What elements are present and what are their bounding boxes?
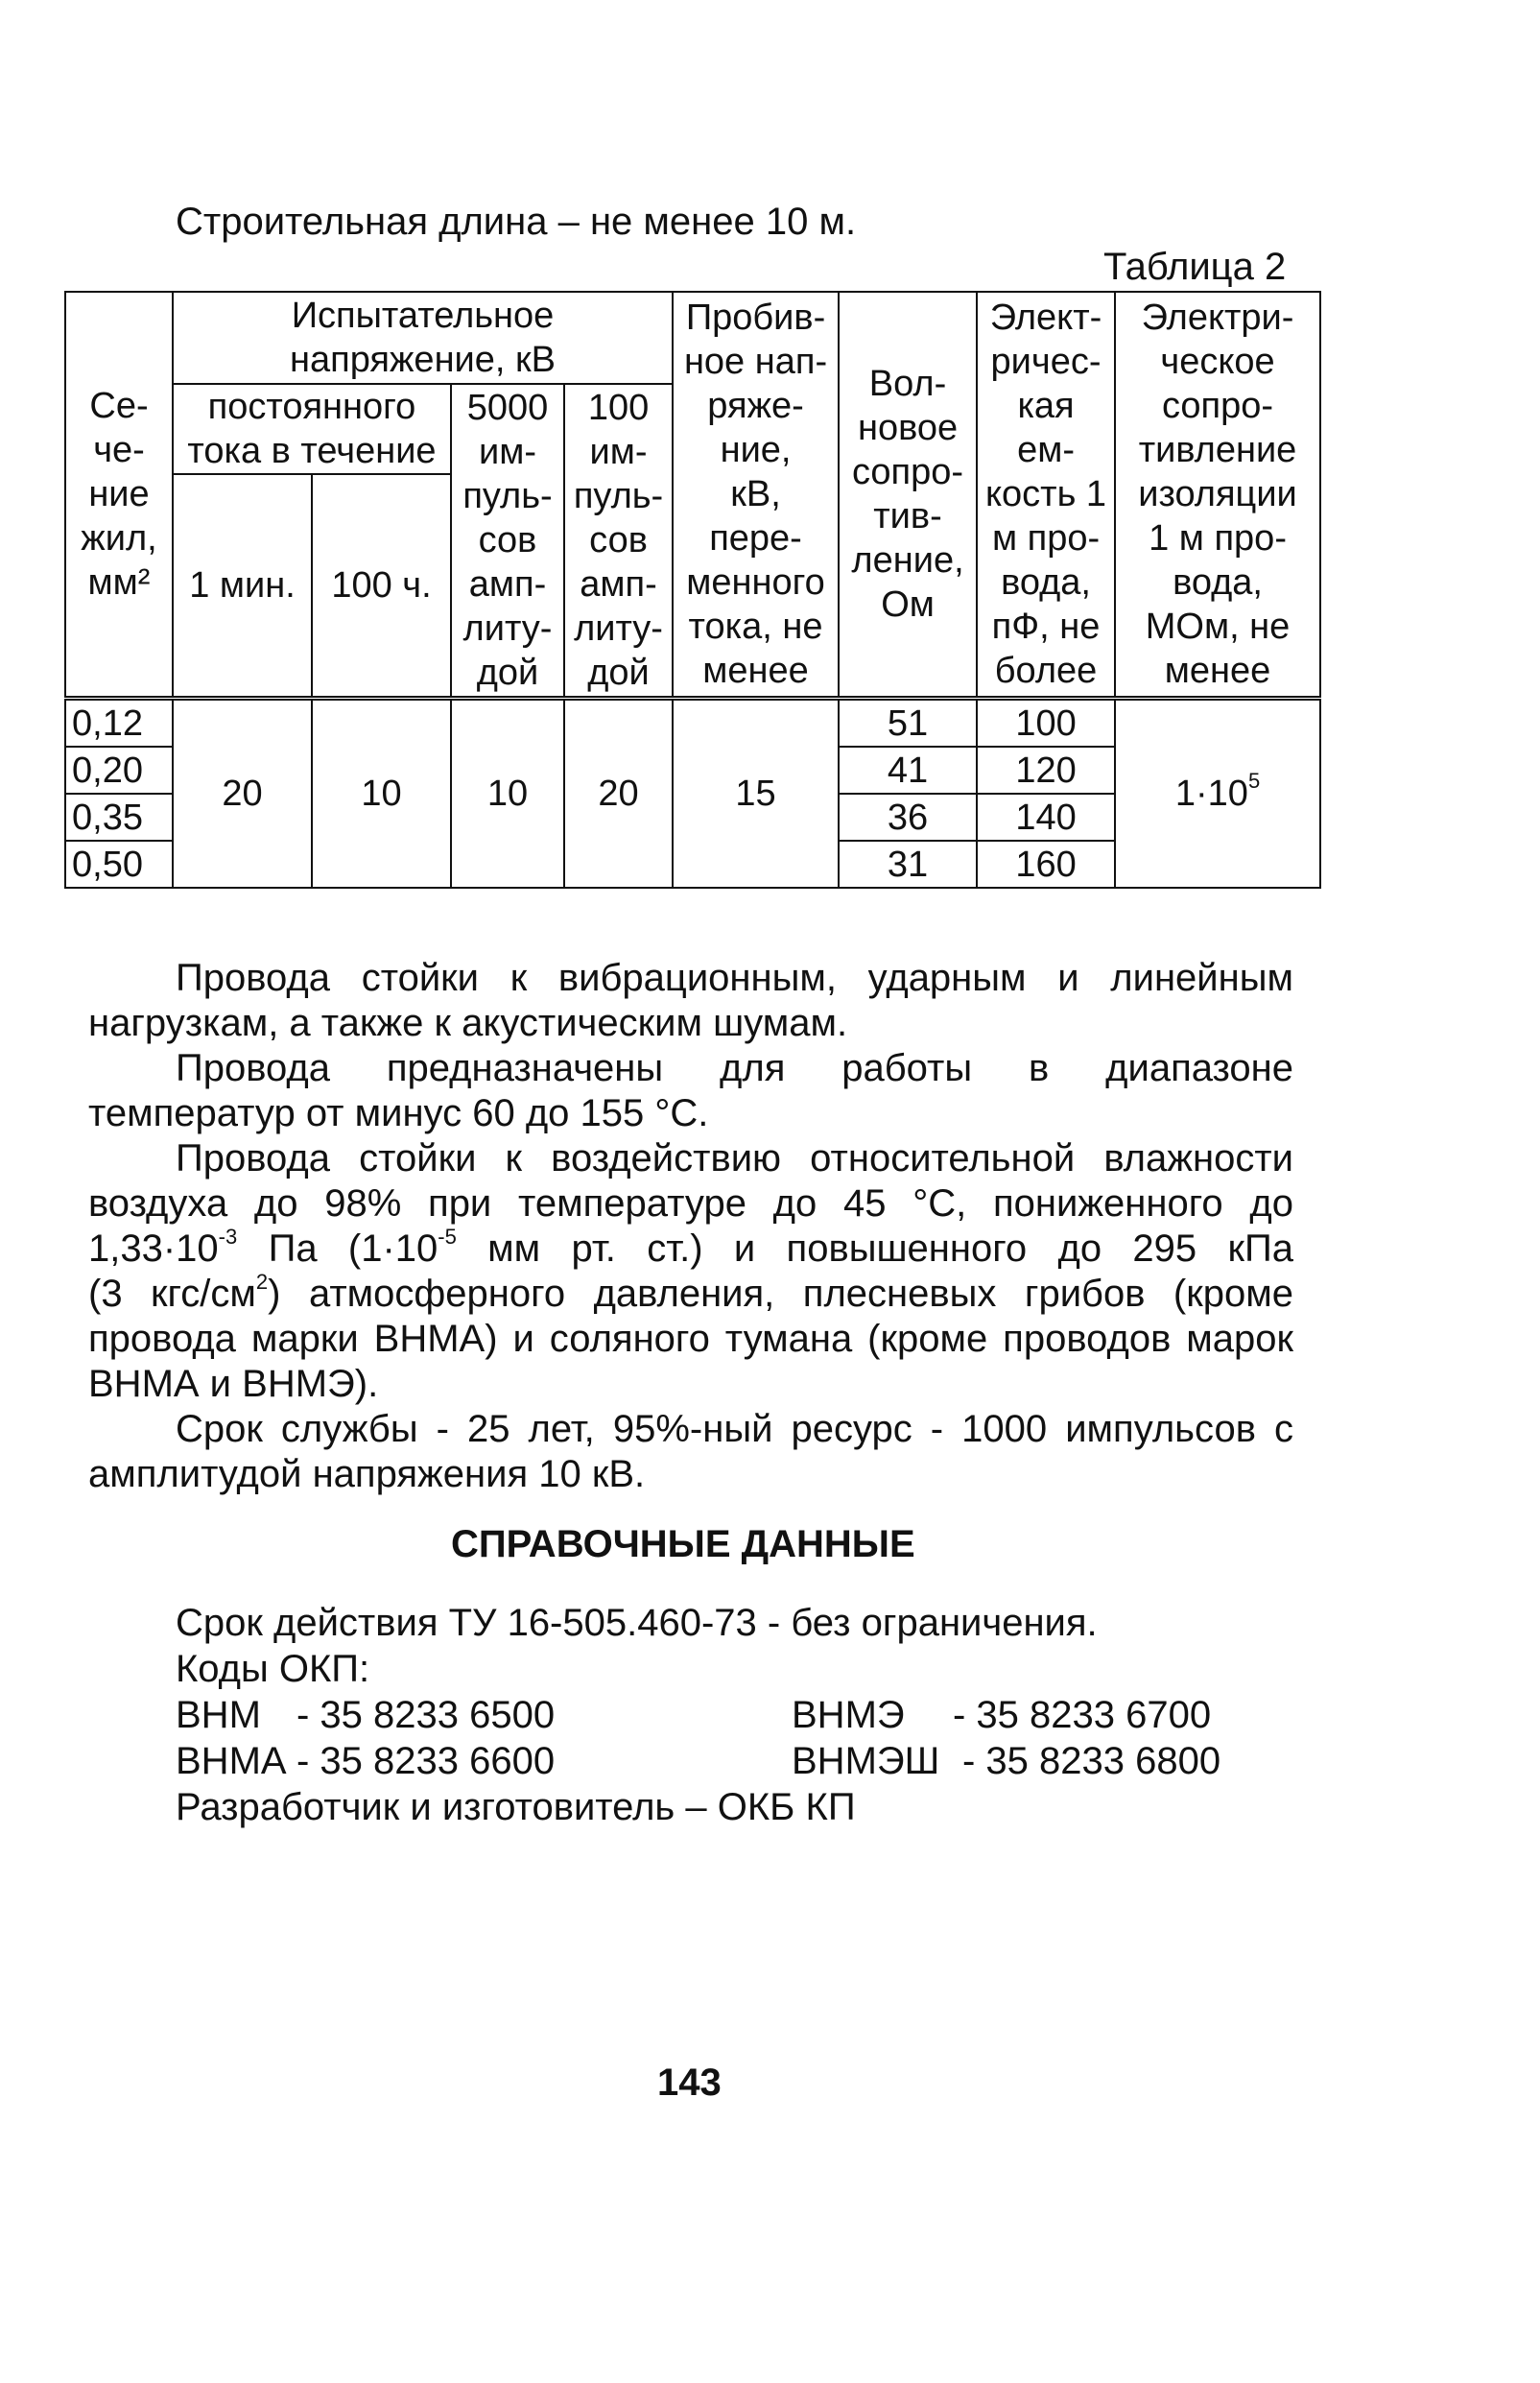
exponent: -3: [218, 1225, 238, 1249]
paragraph-line: температур от минус 60 до 155 °С.: [88, 1092, 709, 1134]
capacity-cell: 120: [977, 747, 1115, 794]
header-breakdown: Пробив- ное нап- ряже- ние, кВ, пере- менного тока, не менее: [673, 292, 839, 699]
okp-code-name: ВНМ: [176, 1694, 261, 1736]
paragraph-line: [88, 1227, 1293, 1272]
value-breakdown: 15: [673, 699, 839, 889]
header-insulation: Электри- ческое сопро- тивление изоляции 1 м про- вода, МОм, не менее: [1115, 292, 1320, 699]
okp-code-value: - 35 8233 6700: [953, 1694, 1212, 1736]
paragraph-line: Провода стойки к воздействию относительной влажности: [176, 1137, 1293, 1180]
wave-impedance-cell: 51: [839, 699, 977, 748]
paragraph-line: Провода предназначены для работы в диапазоне: [176, 1047, 1293, 1089]
paragraph-line: ВНМА и ВНМЭ).: [88, 1363, 379, 1405]
capacity-cell: 100: [977, 699, 1115, 748]
text-fragment: мм рт. ст.) и повышенного до 295 кПа: [456, 1227, 1293, 1270]
spec-table: [64, 291, 1321, 889]
paragraph-resistance: [88, 956, 1293, 1046]
paragraph-service-life: [88, 1407, 1293, 1497]
paragraph-line: нагрузкам, а также к акустическим шумам.: [88, 1002, 848, 1044]
paragraph-line: провода марки ВНМА) и соляного тумана (кроме проводов марок: [88, 1318, 1293, 1360]
header-hundred-h: 100 ч.: [312, 474, 451, 699]
okp-code-value: - 35 8233 6800: [962, 1740, 1221, 1782]
text-fragment: Па (1·10: [237, 1227, 438, 1270]
wave-impedance-cell: 36: [839, 794, 977, 841]
developer-text: Разработчик и изготовитель – ОКБ КП: [176, 1786, 856, 1828]
table-caption: Таблица 2: [1103, 246, 1287, 288]
value-pulses-100: 20: [564, 699, 673, 889]
value-insulation: [1115, 699, 1320, 889]
paragraph-line: [88, 1272, 1293, 1317]
text-fragment: (3 кгс/см: [88, 1273, 256, 1315]
value-one-min: 20: [173, 699, 312, 889]
capacity-cell: 160: [977, 841, 1115, 888]
header-pulses-5000: 5000 им- пуль- сов амп- литу- дой: [451, 384, 564, 699]
paragraph-line: Провода стойки к вибрационным, ударным и линейным: [176, 957, 1293, 999]
section-cell: 0,35: [65, 794, 173, 841]
section-cell: 0,50: [65, 841, 173, 888]
okp-code-name: ВНМА: [176, 1740, 287, 1782]
insulation-base: 1·10: [1174, 774, 1248, 814]
value-pulses-5000: 10: [451, 699, 564, 889]
build-length-text: Строительная длина – не менее 10 м.: [176, 201, 857, 243]
header-one-min: 1 мин.: [173, 474, 312, 699]
header-dc-during: постоянного тока в течение: [173, 384, 451, 474]
okp-code-name: ВНМЭ: [792, 1694, 905, 1736]
okp-code-value: - 35 8233 6500: [296, 1694, 556, 1736]
tu-validity: Срок действия ТУ 16-505.460-73 - без ограничения.: [176, 1602, 1098, 1644]
okp-label: Коды ОКП:: [176, 1648, 370, 1690]
header-pulses-100: 100 им- пуль- сов амп- литу- дой: [564, 384, 673, 699]
text-fragment: 1,33·10: [88, 1227, 219, 1270]
header-wave-impedance: Вол- новое сопро- тив- ление, Ом: [839, 292, 977, 699]
wave-impedance-cell: 31: [839, 841, 977, 888]
wave-impedance-cell: 41: [839, 747, 977, 794]
paragraph-line: воздуха до 98% при температуре до 45 °С, пониженного до: [88, 1182, 1293, 1225]
page-number: 143: [657, 2061, 722, 2104]
capacity-cell: 140: [977, 794, 1115, 841]
okp-code-name: ВНМЭШ: [792, 1740, 940, 1782]
header-capacity: Элект- ричес- кая ем- кость 1 м про- вода, пФ, не более: [977, 292, 1115, 699]
paragraph-line: Срок службы - 25 лет, 95%-ный ресурс - 1000 импульсов с: [176, 1408, 1293, 1450]
text-fragment: ) атмосферного давления, плесневых грибов (кроме: [268, 1273, 1293, 1315]
exponent: 2: [255, 1270, 269, 1294]
okp-code-value: - 35 8233 6600: [296, 1740, 556, 1782]
exponent: -5: [438, 1225, 457, 1249]
paragraph-humidity: [88, 1136, 1293, 1407]
header-section: Се- че- ние жил, мм²: [65, 292, 173, 699]
value-hundred-h: 10: [312, 699, 451, 889]
paragraph-line: амплитудой напряжения 10 кВ.: [88, 1453, 646, 1495]
section-cell: 0,12: [65, 699, 173, 748]
insulation-exponent: 5: [1247, 769, 1261, 793]
header-test-voltage: Испытательное напряжение, кВ: [173, 292, 673, 384]
paragraph-temperature: [88, 1046, 1293, 1136]
reference-heading: СПРАВОЧНЫЕ ДАННЫЕ: [451, 1523, 915, 1565]
section-cell: 0,20: [65, 747, 173, 794]
